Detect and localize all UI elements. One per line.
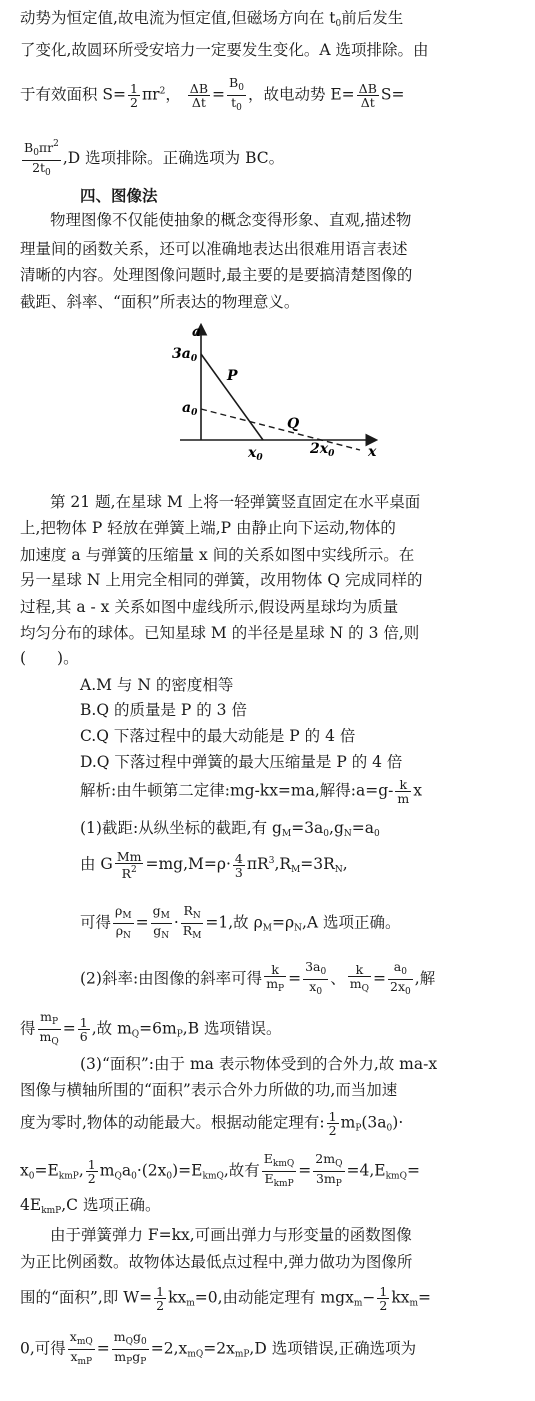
text: 4E <box>20 1196 42 1214</box>
text: 、 <box>330 969 346 988</box>
text: ,解 <box>414 969 436 988</box>
fraction: $\frac{2m_Q}{3m_P}$ <box>315 1151 343 1189</box>
y-axis-label: a <box>192 324 202 340</box>
tick-a0: $a_0$ <box>182 400 198 418</box>
fraction: $\frac{Mm}{R^2}$ <box>116 849 142 881</box>
solution-line: 得 $\frac{m_P}{m_Q}$ = $\frac{1}{6}$ ,故 $m_Q=6m_P,B$ 选项错误。 <box>20 1009 282 1047</box>
question-line: 上,把物体 P 轻放在弹簧上端,P 由静止向下运动,物体的 <box>20 519 396 537</box>
text: S= <box>380 85 405 104</box>
text: ,A 选项正确。 <box>301 913 401 932</box>
question-line: ( )。 <box>20 649 79 667</box>
fraction: $\frac{1}{2}$ <box>156 1284 165 1313</box>
solution-line <box>80 778 422 805</box>
question-line: 均匀分布的球体。已知星球 M 的半径是星球 N 的 3 倍,则 <box>20 624 420 642</box>
fraction: $\frac{1}{2}$ <box>130 81 138 110</box>
text: =0,由动能定理有 mgx <box>194 1288 354 1307</box>
text-line: 动势为恒定值,故电流为恒定值,但磁场方向在 $t_0$前后发生 <box>20 9 404 29</box>
solution-line: (1)截距:从纵坐标的截距,有 $g_M=3a_0,g_N=a_0$ <box>80 819 380 839</box>
fraction: $\frac{1}{2}$ <box>379 1284 388 1313</box>
fraction: $\frac{k}{m_P}$ <box>266 962 285 994</box>
fraction: $\frac{k}{m}$ <box>397 777 410 806</box>
fraction: $\frac{1}{2}$ <box>328 1109 337 1138</box>
text: 得 <box>20 1019 36 1038</box>
fraction: $\frac{3a_0}{x_0}$ <box>305 959 327 997</box>
text: 了变化,故圆环所受安培力一定要发生变化。A 选项排除。由 <box>20 41 429 59</box>
text: (1)截距:从纵坐标的截距,有 g <box>80 819 282 837</box>
paragraph-line: 物理图像不仅能使抽象的概念变得形象、直观,描述物 <box>50 211 412 229</box>
text: kx <box>391 1288 410 1307</box>
solution-line: 图像与横轴所围的“面积”表示合外力所做的功,而当加速 <box>20 1081 398 1099</box>
fraction: $\frac{\Delta B}{\Delta t}$ <box>189 81 209 110</box>
text: 于有效面积 S= <box>20 85 127 104</box>
option-d: D.Q 下落过程中弹簧的最大压缩量是 P 的 4 倍 <box>80 753 403 771</box>
text: ,故 m <box>91 1019 132 1038</box>
fraction: $\frac{g_M}{g_N}$ <box>152 903 170 941</box>
text: 前后发生 <box>341 9 404 27</box>
x-axis-label: x <box>368 444 377 460</box>
label-Q: Q <box>287 416 300 432</box>
text: 围的“面积”,即 W= <box>20 1288 153 1307</box>
paragraph-line: 理量间的函数关系，还可以准确地表达出很难用语言表述 <box>20 240 408 258</box>
text: ,C 选项正确。 <box>61 1196 161 1214</box>
question-line: 第 21 题,在星球 M 上将一轻弹簧竖直固定在水平桌面 <box>50 493 421 511</box>
fraction: $\frac{m_Qg_0}{m_Pg_P}$ <box>113 1329 147 1367</box>
option-c: C.Q 下落过程中的最大动能是 P 的 4 倍 <box>80 727 356 745</box>
text: ，故电动势 E= <box>247 85 355 104</box>
fraction: $\frac{B_0}{t_0}$ <box>229 75 244 113</box>
text: ,R <box>274 855 292 873</box>
text: )· <box>392 1113 404 1132</box>
text: ， <box>165 85 181 104</box>
section-heading: 四、图像法 <box>80 187 158 205</box>
paragraph-line: 由于弹簧弹力 F=kx,可画出弹力与形变量的函数图像 <box>50 1226 412 1244</box>
fraction: $\frac{k}{m_Q}$ <box>349 962 370 994</box>
line-Q <box>201 409 360 450</box>
paragraph-line: 清晰的内容。处理图像问题时,最主要的是要搞清楚图像的 <box>20 266 413 284</box>
fraction: $\frac{1}{2}$ <box>87 1157 96 1186</box>
text-line <box>20 40 429 60</box>
text: ,故有 <box>223 1161 260 1180</box>
option-a: A.M 与 N 的密度相等 <box>80 676 234 694</box>
text: x <box>413 781 423 800</box>
text: (3a <box>361 1113 387 1132</box>
text: · <box>173 913 179 932</box>
paragraph-line: 围的“面积”,即 W= $\frac{1}{2}$ $kx_m=0$,由动能定理有 mgx$_m$− $\frac{1}{2}$ $kx_m=$ <box>20 1284 432 1313</box>
text: 动势为恒定值,故电流为恒定值,但磁场方向在 t <box>20 9 336 27</box>
text: 0,可得 <box>20 1339 66 1358</box>
text: ,D 选项排除。正确选项为 BC。 <box>62 149 285 167</box>
tick-x0: $x_0$ <box>248 445 263 463</box>
solution-line: $4E_{kmP},C$ 选项正确。 <box>20 1196 161 1216</box>
text-line-formula <box>20 138 284 180</box>
text: =1,故 ρ <box>205 913 263 932</box>
fraction: $\frac{\Delta B}{\Delta t}$ <box>358 81 377 110</box>
text: x <box>20 1161 29 1180</box>
fraction: $\frac{a_0}{2x_0}$ <box>390 959 411 997</box>
text-line-formula: 于有效面积 S= $\frac{1}{2}$ $\pi r^2$， $\frac{\Delta B}{\Delta t}$ = $\frac{B_0}{t_0}$ ，故电动势 E= $\frac{\Delta B}{\Delta t}$ S= <box>20 75 405 113</box>
fraction: $\frac{1}{6}$ <box>79 1015 88 1044</box>
fraction: $\frac{E_{kmQ}}{E_{kmP}}$ <box>263 1151 295 1189</box>
text: =mg,M=ρ· <box>145 855 231 873</box>
fraction: $\frac{R_N}{R_M}$ <box>182 903 202 941</box>
text: (2)斜率:由图像的斜率可得 <box>80 969 263 988</box>
text: 度为零时,物体的动能最大。根据动能定理有: <box>20 1113 325 1132</box>
question-line: 另一星球 N 上用完全相同的弹簧，改用物体 Q 完成同样的 <box>20 571 423 589</box>
fraction: $\frac{4}{3}$ <box>234 850 243 880</box>
paragraph-line: 截距、斜率、“面积”所表达的物理意义。 <box>20 293 300 311</box>
a-x-graph <box>170 320 390 485</box>
fraction: $\frac{B_0\pi r^2}{2t_0}$ <box>24 139 59 178</box>
text: ,B 选项错误。 <box>182 1019 282 1038</box>
label-P: P <box>227 368 238 384</box>
text: πR <box>246 855 269 873</box>
text: ,D 选项错误,正确选项为 <box>249 1339 417 1358</box>
solution-line: (3)“面积”:由于 ma 表示物体受到的合外力,故 ma-x <box>80 1055 438 1073</box>
text: 解析:由牛顿第二定律:mg-kx=ma,解得:a=g- <box>80 781 394 800</box>
solution-line: 可得 $\frac{\rho_M}{\rho_N}$ = $\frac{g_M}{g_N}$ · $\frac{R_N}{R_M}$ =1,故 $\rho_M=\rho_N,A$ 选项正确。 <box>80 903 401 941</box>
option-b: B.Q 的质量是 P 的 3 倍 <box>80 701 247 719</box>
text: πr <box>142 85 160 104</box>
solution-line: 由 G $\frac{Mm}{R^2}$ =mg,M=ρ· $\frac{4}{3}$ $\pi R^3,R_M=3R_N$, <box>80 849 348 881</box>
paragraph-line: 为正比例函数。故物体达最低点过程中,弹力做功为图像所 <box>20 1253 413 1271</box>
tick-3a0: $3a_0$ <box>172 346 198 364</box>
solution-line: (2)斜率:由图像的斜率可得 $\frac{k}{m_P}$ = $\frac{3a_0}{x_0}$ 、 $\frac{k}{m_Q}$ = $\frac{a_0}{2x_0}$ ,解 <box>80 959 436 997</box>
text: m <box>340 1113 356 1132</box>
paragraph-line: 0,可得 $\frac{x_{mQ}}{x_{mP}}$ = $\frac{m_Qg_0}{m_Pg_P}$ $=2,x_{mQ}=2x_{mP},D$ 选项错误,正确选项为 <box>20 1329 417 1367</box>
text: =2,x <box>150 1339 188 1358</box>
fraction: $\frac{x_{mQ}}{x_{mP}}$ <box>69 1329 93 1367</box>
text: 由 G <box>80 855 113 873</box>
solution-line: 度为零时,物体的动能最大。根据动能定理有: $\frac{1}{2}$ $m_P(3a_0)\cdot$ <box>20 1109 404 1138</box>
solution-line: $x_0=E_{kmP}$, $\frac{1}{2}$ $m_Qa_0\cdot(2x_0)=E_{kmQ}$,故有 $\frac{E_{kmQ}}{E_{kmP}}$ = $\frac{2m_Q}{3m_P}$ $=4,E_{kmQ}=$ <box>20 1151 420 1189</box>
text: kx <box>168 1288 187 1307</box>
text: =4,E <box>346 1161 386 1180</box>
question-line: 加速度 a 与弹簧的压缩量 x 间的关系如图中实线所示。在 <box>20 546 415 564</box>
tick-2x0: $2x_0$ <box>310 441 335 459</box>
fraction: $\frac{\rho_M}{\rho_N}$ <box>115 903 132 941</box>
question-line: 过程,其 a - x 关系如图中虚线所示,假设两星球均为质量 <box>20 598 399 616</box>
line-P <box>201 354 263 440</box>
text: 可得 <box>80 913 112 932</box>
fraction: $\frac{m_P}{m_Q}$ <box>39 1009 59 1047</box>
